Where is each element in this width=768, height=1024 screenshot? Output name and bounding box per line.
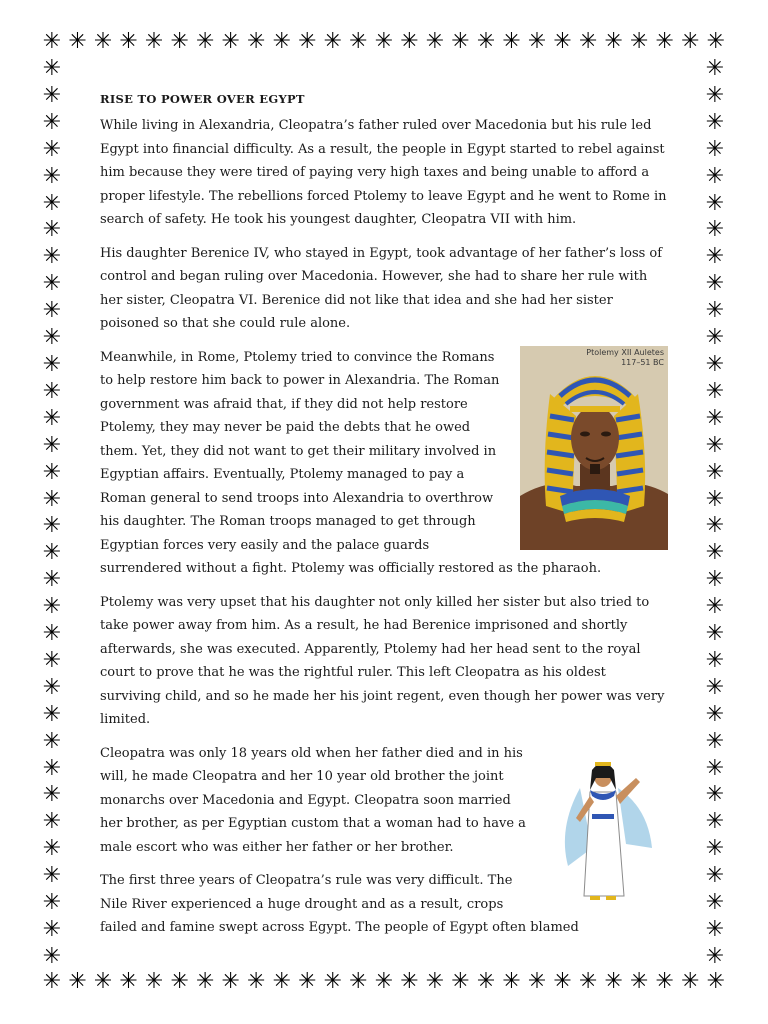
border-star-icon: ✳ <box>705 755 725 781</box>
border-star-icon: ✳ <box>42 163 62 189</box>
border-star-icon: ✳ <box>42 217 62 243</box>
border-star-icon: ✳ <box>705 136 725 162</box>
border-star-icon: ✳ <box>42 405 62 431</box>
border-star-icon: ✳ <box>705 647 725 673</box>
ptolemy-portrait-image <box>520 346 668 550</box>
paragraph-4: Ptolemy was very upset that his daughter not only killed her sister but also tried to take power away from him. As a result, he had Berenice imprisoned and shortly afterwards, she was executed. Apparently, Ptolemy had her head sent to the royal court to prove that he was the rightful ruler. This left Cleopatra as his oldest surviving child, and so he made her his joint regent, even though her power was very limited. <box>100 594 665 727</box>
portrait-caption-name: Ptolemy XII Auletes <box>586 347 664 357</box>
border-star-icon: ✳ <box>705 943 725 969</box>
border-star-icon: ✳ <box>42 351 62 377</box>
border-star-icon: ✳ <box>705 163 725 189</box>
paragraph-5: Cleopatra was only 18 years old when her father died and in his will, he made Cleopatra and her 10 year old brother the joint monarchs over Macedonia and Egypt. Cleopatra soon married her brother, as per Egyptian custom that a woman had to have a male escort who was either her father or her brother. <box>100 745 526 855</box>
border-star-icon: ✳ <box>42 486 62 512</box>
border-star-icon: ✳ <box>42 701 62 727</box>
border-star-icon: ✳ <box>705 271 725 297</box>
border-star-icon: ✳ <box>705 486 725 512</box>
border-star-icon: ✳ <box>705 459 725 485</box>
border-star-icon: ✳ <box>374 969 394 994</box>
border-star-icon: ✳ <box>349 29 368 54</box>
border-star-icon: ✳ <box>42 459 62 485</box>
border-star-icon: ✳ <box>476 29 496 54</box>
border-star-icon: ✳ <box>42 647 62 673</box>
border-star-icon: ✳ <box>247 29 266 54</box>
cleopatra-illustration-image <box>540 748 668 908</box>
portrait-caption <box>586 348 664 368</box>
border-star-icon: ✳ <box>451 969 470 994</box>
border-star-icon: ✳ <box>706 29 726 54</box>
border-star-icon: ✳ <box>425 969 445 994</box>
border-star-icon: ✳ <box>144 29 164 54</box>
border-star-icon: ✳ <box>93 29 113 54</box>
border-star-icon: ✳ <box>42 917 62 942</box>
portrait-caption-dates: 117–51 BC <box>621 357 664 367</box>
border-star-icon: ✳ <box>705 782 725 808</box>
paragraph-3: Meanwhile, in Rome, Ptolemy tried to convince the Romans to help restore him back to power in Alexandria. The Roman government was afraid that, if they did not help restore Ptolemy, they may never be paid the debts that he owed them. Yet, they did not want to get their military involved in Egyptian affairs. Eventually, Ptolemy managed to pay a Roman general to send troops into Alexandria to overthrow his daughter. The Roman troops managed to get through Egyptian forces very easily and the palace guards surrendered without a fight. Ptolemy was officially restored as the pharaoh. <box>100 349 602 576</box>
border-star-icon: ✳ <box>705 378 725 404</box>
border-star-icon: ✳ <box>42 594 62 620</box>
border-star-icon: ✳ <box>502 29 521 54</box>
border-star-icon: ✳ <box>42 674 62 700</box>
border-star-icon: ✳ <box>400 29 419 54</box>
border-star-icon: ✳ <box>705 567 725 593</box>
border-star-icon: ✳ <box>42 728 62 754</box>
border-star-icon: ✳ <box>655 29 674 54</box>
border-star-icon: ✳ <box>705 190 725 216</box>
border-star-icon: ✳ <box>68 969 87 994</box>
border-star-icon: ✳ <box>705 298 725 324</box>
border-star-icon: ✳ <box>706 969 726 994</box>
border-star-icon: ✳ <box>705 109 725 135</box>
border-star-icon: ✳ <box>221 29 240 54</box>
border-star-icon: ✳ <box>502 969 521 994</box>
border-star-icon: ✳ <box>170 29 189 54</box>
border-star-icon: ✳ <box>476 969 496 994</box>
border-star-icon: ✳ <box>42 836 62 862</box>
border-star-icon: ✳ <box>681 969 700 994</box>
border-star-icon: ✳ <box>705 351 725 377</box>
border-star-icon: ✳ <box>705 217 725 243</box>
border-star-icon: ✳ <box>705 809 725 835</box>
border-star-icon: ✳ <box>68 29 87 54</box>
border-star-icon: ✳ <box>705 244 725 270</box>
paragraph-2-text: His daughter Berenice IV, who stayed in Egypt, took advantage of her father’s loss of control and began ruling over Macedonia. However, she had to share her rule with her sister, Cleopatra VI. Berenice did not like that idea and she had her sister poisoned so that she could rule alone. <box>100 245 663 331</box>
border-star-icon: ✳ <box>42 943 62 969</box>
border-star-icon: ✳ <box>272 969 291 994</box>
border-star-icon: ✳ <box>195 969 215 994</box>
border-star-icon: ✳ <box>705 728 725 754</box>
paragraph-2 <box>100 242 668 336</box>
paragraph-1: While living in Alexandria, Cleopatra’s father ruled over Macedonia but his rule led Egypt into financial difficulty. As a result, the people in Egypt started to rebel against him because they were tired of paying very high taxes and being unable to afford a proper lifestyle. The rebellions forced Ptolemy to leave Egypt and he went to Rome in search of safety. He took his youngest daughter, Cleopatra VII with him. <box>100 118 667 227</box>
border-top <box>40 31 728 57</box>
border-star-icon: ✳ <box>705 674 725 700</box>
page-heading: RISE TO POWER OVER EGYPT <box>100 92 305 106</box>
border-star-icon: ✳ <box>705 917 725 942</box>
border-star-icon: ✳ <box>298 969 317 994</box>
border-star-icon: ✳ <box>195 29 215 54</box>
border-star-icon: ✳ <box>630 969 649 994</box>
border-star-icon: ✳ <box>42 82 62 108</box>
border-star-icon: ✳ <box>42 244 62 270</box>
border-star-icon: ✳ <box>42 540 62 566</box>
border-star-icon: ✳ <box>655 969 674 994</box>
border-star-icon: ✳ <box>42 621 62 647</box>
border-star-icon: ✳ <box>42 298 62 324</box>
border-star-icon: ✳ <box>705 594 725 620</box>
border-star-icon: ✳ <box>42 136 62 162</box>
border-star-icon: ✳ <box>705 56 725 81</box>
border-star-icon: ✳ <box>553 969 572 994</box>
border-star-icon: ✳ <box>374 29 394 54</box>
border-bottom <box>40 971 728 997</box>
border-star-icon: ✳ <box>681 29 700 54</box>
border-star-icon: ✳ <box>42 809 62 835</box>
border-star-icon: ✳ <box>42 378 62 404</box>
border-star-icon: ✳ <box>705 701 725 727</box>
border-star-icon: ✳ <box>119 969 138 994</box>
border-star-icon: ✳ <box>705 621 725 647</box>
border-star-icon: ✳ <box>527 29 547 54</box>
border-star-icon: ✳ <box>705 863 725 889</box>
border-star-icon: ✳ <box>705 325 725 351</box>
border-star-icon: ✳ <box>42 755 62 781</box>
border-star-icon: ✳ <box>221 969 240 994</box>
border-star-icon: ✳ <box>578 969 598 994</box>
paragraph-6: The first three years of Cleopatra’s rule was very difficult. The Nile River experienced a huge drought and as a result, crops failed and famine swept across Egypt. The people of Egypt often blamed <box>100 873 579 935</box>
border-star-icon: ✳ <box>42 109 62 135</box>
border-star-icon: ✳ <box>705 513 725 539</box>
border-star-icon: ✳ <box>705 432 725 458</box>
border-star-icon: ✳ <box>42 29 62 54</box>
page-content <box>100 90 668 950</box>
border-star-icon: ✳ <box>604 29 623 54</box>
border-star-icon: ✳ <box>451 29 470 54</box>
border-star-icon: ✳ <box>119 29 138 54</box>
border-star-icon: ✳ <box>705 890 725 916</box>
border-star-icon: ✳ <box>400 969 419 994</box>
border-star-icon: ✳ <box>272 29 291 54</box>
border-star-icon: ✳ <box>298 29 317 54</box>
border-star-icon: ✳ <box>42 782 62 808</box>
border-left <box>40 58 66 968</box>
border-star-icon: ✳ <box>527 969 547 994</box>
border-star-icon: ✳ <box>247 969 266 994</box>
border-star-icon: ✳ <box>705 836 725 862</box>
border-star-icon: ✳ <box>323 29 343 54</box>
border-star-icon: ✳ <box>42 325 62 351</box>
border-star-icon: ✳ <box>705 82 725 108</box>
border-star-icon: ✳ <box>42 190 62 216</box>
border-right <box>703 58 729 968</box>
border-star-icon: ✳ <box>42 890 62 916</box>
cleopatra-illustration <box>540 748 668 908</box>
border-star-icon: ✳ <box>705 405 725 431</box>
border-star-icon: ✳ <box>42 56 62 81</box>
border-star-icon: ✳ <box>323 969 343 994</box>
border-star-icon: ✳ <box>553 29 572 54</box>
border-star-icon: ✳ <box>578 29 598 54</box>
border-star-icon: ✳ <box>42 969 62 994</box>
border-star-icon: ✳ <box>425 29 445 54</box>
border-star-icon: ✳ <box>93 969 113 994</box>
border-star-icon: ✳ <box>349 969 368 994</box>
border-star-icon: ✳ <box>42 513 62 539</box>
border-star-icon: ✳ <box>170 969 189 994</box>
border-star-icon: ✳ <box>42 567 62 593</box>
border-star-icon: ✳ <box>42 863 62 889</box>
border-star-icon: ✳ <box>42 432 62 458</box>
border-star-icon: ✳ <box>42 271 62 297</box>
border-star-icon: ✳ <box>630 29 649 54</box>
border-star-icon: ✳ <box>144 969 164 994</box>
ptolemy-portrait-illustration <box>520 346 668 550</box>
border-star-icon: ✳ <box>705 540 725 566</box>
border-star-icon: ✳ <box>604 969 623 994</box>
